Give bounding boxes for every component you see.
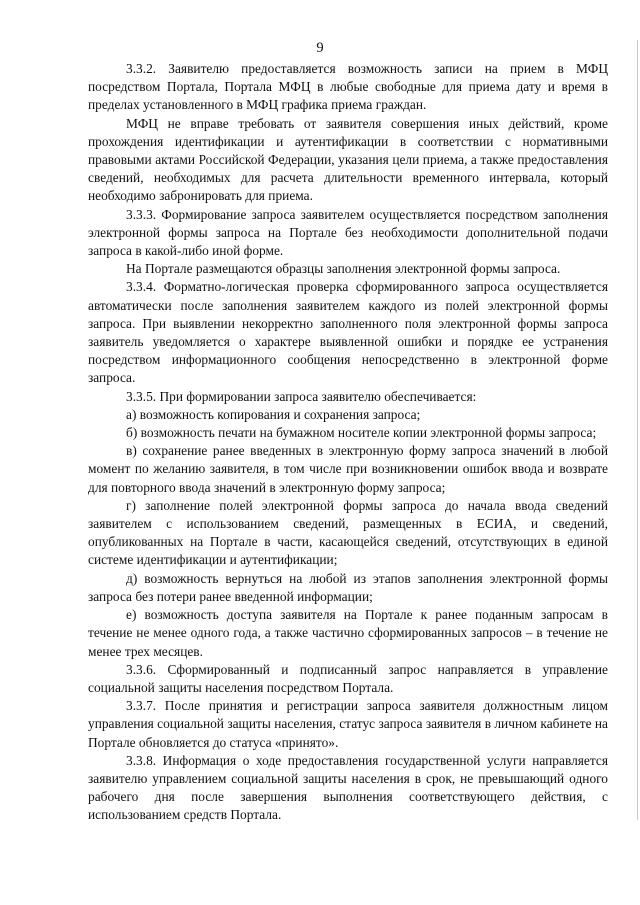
paragraph-3-3-7: 3.3.7. После принятия и регистрации запроса заявителя должностным лицом управления социальной защиты населения, статус запроса заявителя в личном кабинете на Портале обновляется до статуса «принято». [88, 698, 608, 750]
paragraph-3-3-8: 3.3.8. Информация о ходе предоставления государственной услуги направляется заявителю управлением социальной защиты населения в срок, не превышающий одного рабочего дня после завершения выполнения соответствующего действия, с использованием средств Портала. [88, 752, 608, 823]
paragraph-3-3-4: 3.3.4. Форматно-логическая проверка сформированного запроса осуществляется автоматически после заполнения заявителем каждого из полей электронной формы запроса. При выявлении некорректно заполненного поля электронной формы запроса заявитель уведомляется о характере выявленной ошибки и порядке ее устранения посредством информационного сообщения непосредственно в электронной форме запроса. [88, 279, 608, 386]
list-item-d: д) возможность вернуться на любой из этапов заполнения электронной формы запроса без потери ранее введенной информации; [88, 570, 608, 604]
paragraph-3-3-3: 3.3.3. Формирование запроса заявителем осуществляется посредством заполнения электронной формы запроса на Портале без необходимости дополнительной подачи запроса в какой-либо иной форме. [88, 206, 608, 259]
document-body [88, 60, 608, 825]
page-number: 9 [316, 40, 324, 56]
paragraph-3-3-5: 3.3.5. При формировании запроса заявителю обеспечивается: [126, 388, 477, 404]
list-item-v: в) сохранение ранее введенных в электронную форму запроса значений в любой момент по желанию заявителя, в том числе при возникновении ошибок ввода и возврате для повторного ввода значений в электронную форму запроса; [88, 443, 608, 495]
paragraph-mfc-restrictions: МФЦ не вправе требовать от заявителя совершения иных действий, кроме прохождения идентификации и аутентификации в соответствии с нормативными правовыми актами Российской Федерации, указания цели приема, а также предоставления сведений, необходимых для расчета длительности временного интервала, который необходимо забронировать для приема. [88, 115, 608, 204]
scan-edge-line [637, 40, 638, 820]
paragraph-form-samples: На Портале размещаются образцы заполнения электронной формы запроса. [126, 261, 561, 277]
list-item-g: г) заполнение полей электронной формы запроса до начала ввода сведений заявителем с использованием сведений, размещенных в ЕСИА, и сведений, опубликованных на Портале в части, касающейся сведений, отсутствующих в единой системе идентификации и аутентификации; [88, 497, 608, 568]
list-item-b: б) возможность печати на бумажном носителе копии электронной формы запроса; [126, 425, 597, 441]
list-item-e: е) возможность доступа заявителя на Портале к ранее поданным запросам в течение не менее одного года, а также частично сформированных запросов – в течение не менее трех месяцев. [88, 607, 608, 659]
paragraph-3-3-2: 3.3.2. Заявителю предоставляется возможность записи на прием в МФЦ посредством Портала, Портала МФЦ в любые свободные для приема дату и время в пределах установленного в МФЦ графика приема граждан. [88, 61, 608, 113]
list-item-a: а) возможность копирования и сохранения запроса; [126, 406, 421, 422]
paragraph-3-3-6: 3.3.6. Сформированный и подписанный запрос направляется в управление социальной защиты населения посредством Портала. [88, 661, 608, 695]
